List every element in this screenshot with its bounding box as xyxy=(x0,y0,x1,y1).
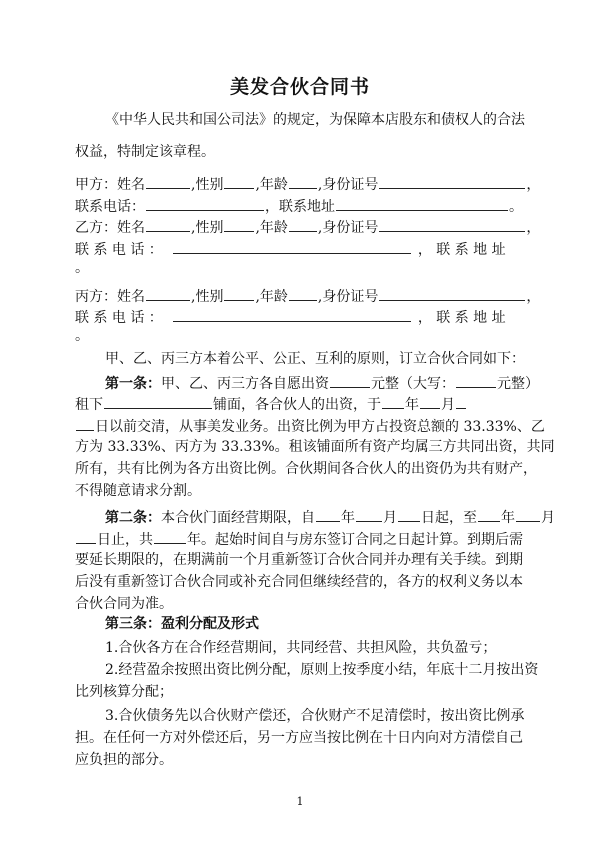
article-1-text: 元整（大写： xyxy=(371,376,455,392)
party-c-name-blank[interactable] xyxy=(146,285,190,301)
article-1-text: 月 xyxy=(441,397,455,413)
party-b-phone-blank[interactable] xyxy=(173,238,411,254)
party-c-id-blank[interactable] xyxy=(379,285,525,301)
article-1-line-2 xyxy=(75,393,535,415)
party-b-label: 乙方：姓名 xyxy=(75,220,145,236)
party-b-contact-line xyxy=(75,238,535,260)
investment-amount-blank[interactable] xyxy=(330,372,370,388)
term-end-day-blank[interactable] xyxy=(76,528,96,544)
article-2-line-3: 要延长期限的，在期满前一个月重新签订合伙合同并办理有关手续。到期 xyxy=(75,552,523,568)
article-2-text: 日起，至 xyxy=(421,510,477,526)
id-label: ,身份证号 xyxy=(317,220,379,236)
line-end-comma: ， xyxy=(526,177,541,193)
address-label: ，联系地址 xyxy=(265,199,335,215)
party-a-label: 甲方：姓名 xyxy=(75,177,145,193)
intro-line-2: 权益，特制定该章程。 xyxy=(75,144,215,160)
address-label: ， 联 系 地 址 xyxy=(417,310,506,326)
party-c-phone-blank[interactable] xyxy=(173,306,411,322)
article-2-line-4: 后没有重新签订合伙合同或补充合同但继续经营的，各方的权利义务以本 xyxy=(75,574,523,590)
article-1-line-4: 方为 33.33%、丙方为 33.33%。租该铺面所有资产均属三方共同出资，共同 xyxy=(75,439,555,455)
article-1-text: 元整） xyxy=(497,376,539,392)
investment-amount-capital-blank[interactable] xyxy=(456,372,496,388)
article-1-line-6: 不得随意请求分割。 xyxy=(75,483,201,499)
article-2-text: 本合伙门面经营期限，自 xyxy=(161,510,315,526)
party-c-info-line xyxy=(75,285,541,307)
article-2-line-2 xyxy=(75,528,535,550)
gender-label: ,性别 xyxy=(191,177,224,193)
article-1-text: 租下 xyxy=(75,397,103,413)
article-3-item-3-line-1: 3.合伙债务先以合伙财产偿还，合伙财产不足清偿时，按出资比例承 xyxy=(105,708,525,724)
article-2-text: 年。起始时间自与房东签订合同之日起计算。到期后需 xyxy=(187,532,523,548)
article-3-item-1: 1.合伙各方在合作经营期间，共同经营、共担风险，共负盈亏； xyxy=(105,640,497,656)
age-label: ,年龄 xyxy=(255,220,288,236)
party-b-gender-blank[interactable] xyxy=(224,216,254,232)
payment-day-blank[interactable] xyxy=(456,393,466,409)
id-label: ,身份证号 xyxy=(317,289,379,305)
article-1-text: 铺面，各合伙人的出资，于 xyxy=(213,397,381,413)
gender-label: ,性别 xyxy=(191,289,224,305)
term-start-month-blank[interactable] xyxy=(356,506,382,522)
article-3-item-3-line-2: 担。在任何一方对外偿还后，另一方应当按比例在十日内向对方清偿自己 xyxy=(75,730,523,746)
phone-label: 联 系 电 话 ： xyxy=(75,242,163,258)
article-2-line-5: 合伙合同为准。 xyxy=(75,596,173,612)
article-2-text: 年 xyxy=(341,510,355,526)
article-3-item-2-line-1: 2.经营盈余按照出资比例分配，原则上按季度小结，年底十二月按出资 xyxy=(105,662,539,678)
party-b-contact-end: 。 xyxy=(75,260,89,276)
term-end-month-blank[interactable] xyxy=(516,506,540,522)
article-2-text: 年 xyxy=(501,510,515,526)
payment-year-blank[interactable] xyxy=(382,393,404,409)
gender-label: ,性别 xyxy=(191,220,224,236)
party-a-phone-blank[interactable] xyxy=(146,195,264,211)
term-start-year-blank[interactable] xyxy=(316,506,340,522)
party-a-id-blank[interactable] xyxy=(379,173,525,189)
page-number: 1 xyxy=(296,795,304,808)
party-b-age-blank[interactable] xyxy=(289,216,317,232)
age-label: ,年龄 xyxy=(255,289,288,305)
party-c-contact-end: 。 xyxy=(75,328,89,344)
article-3-item-2-line-2: 比列核算分配； xyxy=(75,684,173,700)
term-start-day-blank[interactable] xyxy=(398,506,420,522)
article-1-line-5: 所有，共有比例为各方出资比例。合伙期间各合伙人的出资仍为共有财产， xyxy=(75,461,537,477)
party-b-name-blank[interactable] xyxy=(146,216,190,232)
party-c-contact-line xyxy=(75,306,535,328)
age-label: ,年龄 xyxy=(255,177,288,193)
article-1-line-1 xyxy=(105,372,565,394)
term-end-year-blank[interactable] xyxy=(478,506,500,522)
phone-label: 联 系 电 话 ： xyxy=(75,310,163,326)
line-end-comma: ， xyxy=(526,220,541,236)
term-years-blank[interactable] xyxy=(154,528,186,544)
article-2-text: 月 xyxy=(541,510,555,526)
article-1-text: 日以前交清，从事美发业务。出资比例为甲方占投资总额的 33.33%、乙 xyxy=(95,419,545,435)
address-label: ， 联 系 地 址 xyxy=(417,242,506,258)
article-3-heading: 第三条：盈利分配及形式 xyxy=(105,616,259,632)
party-c-label: 丙方：姓名 xyxy=(75,289,145,305)
line-end-period: 。 xyxy=(509,199,523,215)
intro-line-1: 《中华人民共和国公司法》的规定，为保障本店股东和债权人的合法 xyxy=(105,112,525,128)
payment-day-blank-cont[interactable] xyxy=(76,415,94,431)
party-a-age-blank[interactable] xyxy=(289,173,317,189)
line-end-comma: ， xyxy=(526,289,541,305)
document-title: 美发合伙合同书 xyxy=(229,76,370,98)
article-2-line-1 xyxy=(105,506,565,528)
article-3-item-3-line-3: 应负担的部分。 xyxy=(75,752,173,768)
phone-label: 联系电话： xyxy=(75,199,145,215)
article-1-line-3 xyxy=(75,415,545,437)
party-c-age-blank[interactable] xyxy=(289,285,317,301)
id-label: ,身份证号 xyxy=(317,177,379,193)
shop-location-blank[interactable] xyxy=(104,393,212,409)
party-b-info-line xyxy=(75,216,541,238)
party-c-gender-blank[interactable] xyxy=(224,285,254,301)
party-a-info-line xyxy=(75,173,541,195)
article-1-heading: 第一条： xyxy=(105,376,161,392)
article-1-text: 年 xyxy=(405,397,419,413)
agreement-intro: 甲、乙、丙三方本着公平、公正、互利的原则，订立合伙合同如下： xyxy=(105,351,525,367)
party-b-id-blank[interactable] xyxy=(379,216,525,232)
party-a-name-blank[interactable] xyxy=(146,173,190,189)
article-1-text: 甲、乙、丙三方各自愿出资 xyxy=(161,376,329,392)
article-2-text: 日止，共 xyxy=(97,532,153,548)
party-a-contact-line xyxy=(75,195,535,217)
party-a-address-blank[interactable] xyxy=(336,195,508,211)
article-2-text: 月 xyxy=(383,510,397,526)
party-a-gender-blank[interactable] xyxy=(224,173,254,189)
payment-month-blank[interactable] xyxy=(420,393,440,409)
article-2-heading: 第二条： xyxy=(105,510,161,526)
